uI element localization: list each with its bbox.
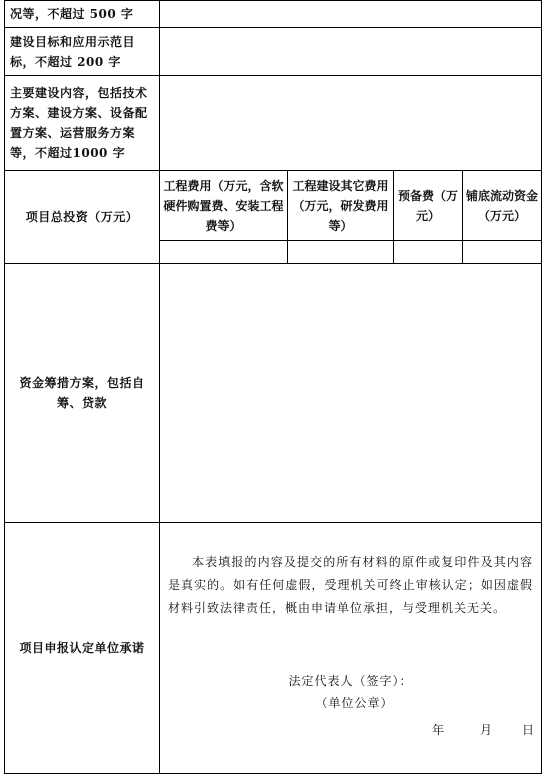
content-label: 主要建设内容，包括技术方案、建设方案、设备配置方案、运营服务方案等，不超过1000 字 [5, 76, 160, 171]
date-month-label: 月 [480, 723, 493, 737]
situation-label: 况等，不超过 500 字 [5, 1, 160, 28]
content-row [5, 76, 542, 171]
reserve-cost-header: 预备费（万元） [394, 171, 463, 241]
engineering-cost-value-cell[interactable] [160, 241, 288, 264]
signature-block [160, 670, 541, 714]
total-investment-label: 项目总投资（万元） [5, 171, 160, 264]
situation-value-cell[interactable] [160, 1, 542, 28]
date-day-label: 日 [522, 723, 535, 737]
pledge-label: 项目申报认定单位承诺 [5, 523, 160, 774]
other-cost-value-cell[interactable] [288, 241, 394, 264]
goal-row [5, 28, 542, 76]
pledge-row [5, 523, 542, 774]
reserve-cost-value-cell[interactable] [394, 241, 463, 264]
application-form-table [4, 0, 542, 774]
funding-value-cell[interactable] [160, 264, 542, 523]
engineering-cost-header: 工程费用（万元，含软硬件购置费、安装工程费等） [160, 171, 288, 241]
goal-label: 建设目标和应用示范目标，不超过 200 字 [5, 28, 160, 76]
funding-row [5, 264, 542, 523]
situation-row [5, 1, 542, 28]
working-capital-value-cell[interactable] [463, 241, 542, 264]
investment-header-row [5, 171, 542, 241]
other-cost-header: 工程建设其它费用（万元，研发费用等） [288, 171, 394, 241]
date-year-label: 年 [432, 723, 445, 737]
pledge-statement: 本表填报的内容及提交的所有材料的原件或复印件及其内容是真实的。如有任何虚假，受理机关可终止审核认定；如因虚假材料引致法律责任，概由申请单位承担，与受理机关无关。 [168, 555, 533, 615]
working-capital-header: 铺底流动资金（万元） [463, 171, 542, 241]
goal-value-cell[interactable] [160, 28, 542, 76]
company-seal-label: （单位公章） [315, 696, 394, 710]
legal-representative-label: 法定代表人（签字）： [288, 674, 413, 688]
funding-label: 资金筹措方案，包括自筹、贷款 [5, 264, 160, 523]
pledge-cell [160, 523, 542, 774]
content-value-cell[interactable] [160, 76, 542, 171]
